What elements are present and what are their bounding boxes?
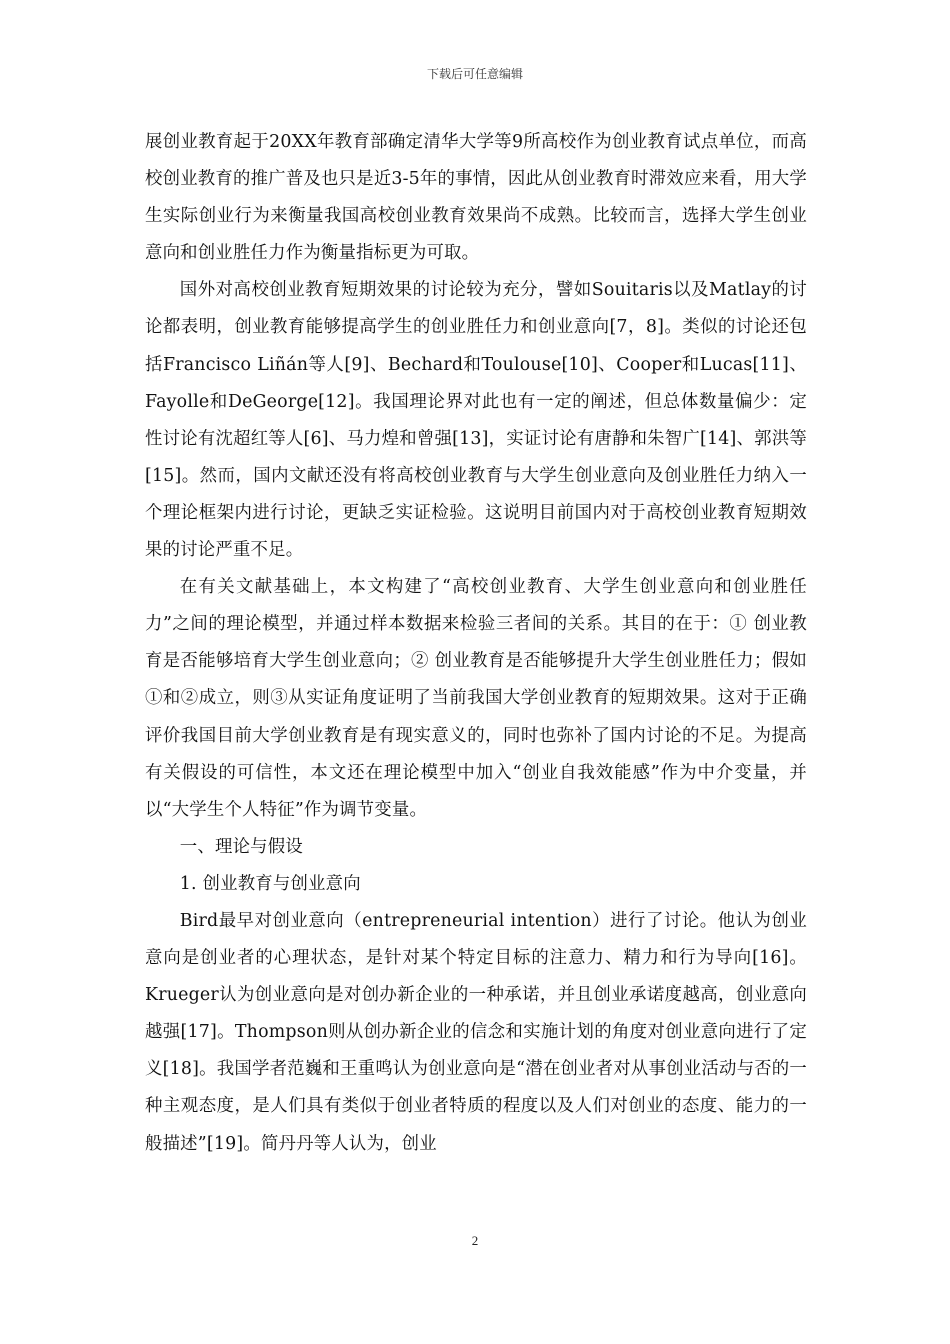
subsection-heading: 1. 创业教育与创业意向: [179, 873, 361, 894]
paragraph-research-aim: 在有关文献基础上，本文构建了“高校创业教育、大学生创业意向和创业胜任力”之间的理论模型，并通过样本数据来检验三者间的关系。其目的在于：① 创业教育是否能够培育大学生创业意向；② 创业教育是否能够提升大学生创业胜任力；假如①和②成立，则③从实证角度证明了当前我国大学创业教育的短期效果。这对于正确评价我国目前大学创业教育是有现实意义的，同时也弥补了国内讨论的不足。为提高有关假设的可信性，本文还在理论模型中加入“创业自我效能感”作为中介变量，并以“大学生个人特征”作为调节变量。: [145, 577, 807, 820]
paragraph-intention-definition: Bird最早对创业意向（entrepreneurial intention）进行了讨论。他认为创业意向是创业者的心理状态，是针对某个特定目标的注意力、精力和行为导向[16]。Krueger认为创业意向是对创办新企业的一种承诺，并且创业承诺度越高，创业意向越强[17]。Thompson则从创办新企业的信念和实施计划的角度对创业意向进行了定义[18]。我国学者范巍和王重鸣认为创业意向是“潜在创业者对从事创业活动与否的一种主观态度，是人们具有类似于创业者特质的程度以及人们对创业的态度、能力的一般描述”[19]。简丹丹等人认为，创业: [145, 910, 807, 1154]
paragraph-foreign-research: 国外对高校创业教育短期效果的讨论较为充分，譬如Souitaris以及Matlay的讨论都表明，创业教育能够提高学生的创业胜任力和创业意向[7，8]。类似的讨论还包括Francisco Liñán等人[9]、Bechard和Toulouse[10]、Cooper和Lucas[11]、Fayolle和DeGeorge[12]。我国理论界对此也有一定的阐述，但总体数量偏少：定性讨论有沈超红等人[6]、马力煌和曾强[13]，实证讨论有唐静和朱智广[14]、郭洪等[15]。然而，国内文献还没有将高校创业教育与大学生创业意向及创业胜任力纳入一个理论框架内进行讨论，更缺乏实证检验。这说明目前国内对于高校创业教育短期效果的讨论严重不足。: [145, 280, 807, 561]
paragraph-continuation: 展创业教育起于20XX年教育部确定清华大学等9所高校作为创业教育试点单位，而高校创业教育的推广普及也只是近3-5年的事情，因此从创业教育时滞效应来看，用大学生实际创业行为来衡量我国高校创业教育效果尚不成熟。比较而言，选择大学生创业意向和创业胜任力作为衡量指标更为可取。: [145, 132, 807, 264]
section-heading: 一、理论与假设: [179, 836, 303, 857]
page-header-note: 下载后可任意编辑: [426, 67, 523, 81]
document-body: [145, 124, 807, 1163]
page-number: 2: [471, 1233, 479, 1248]
